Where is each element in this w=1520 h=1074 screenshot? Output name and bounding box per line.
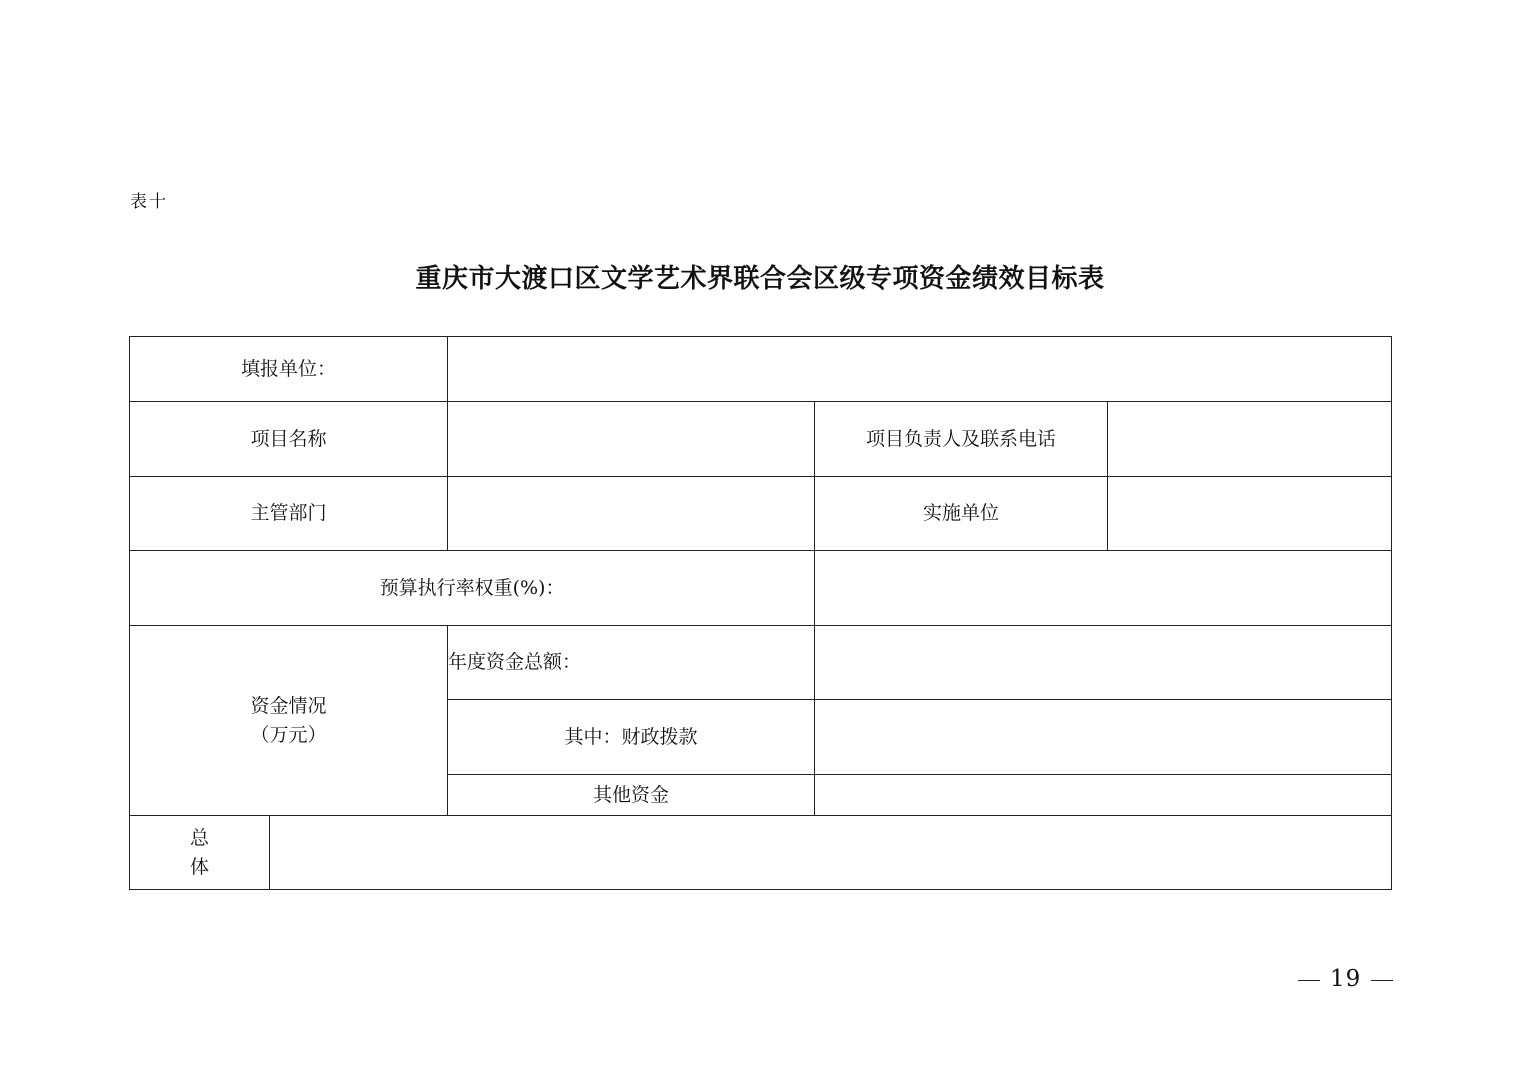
- row-project-name: [130, 402, 1392, 477]
- page-number-value: 19: [1330, 966, 1362, 992]
- project-name-field[interactable]: [448, 402, 815, 477]
- funding-label-line2: （万元）: [250, 723, 327, 746]
- project-owner-field[interactable]: [1108, 402, 1392, 477]
- budget-weight-label: 预算执行率权重(%)：: [130, 551, 815, 626]
- annual-total-field[interactable]: [815, 626, 1392, 700]
- overall-label: [130, 816, 270, 890]
- page-number-dash-right: [1371, 980, 1393, 981]
- document-title: 重庆市大渡口区文学艺术界联合会区级专项资金绩效目标表: [415, 264, 1105, 294]
- table-label: 表十: [130, 192, 168, 212]
- implementing-unit-field[interactable]: [1108, 477, 1392, 551]
- competent-dept-label: 主管部门: [130, 477, 448, 551]
- funding-label-stack: [251, 692, 327, 750]
- overall-label-line1: 总: [189, 826, 209, 849]
- other-funds-field[interactable]: [815, 775, 1392, 816]
- page-number-dash-left: [1298, 980, 1320, 981]
- reporting-unit-field[interactable]: [448, 337, 1392, 402]
- row-budget-weight: [130, 551, 1392, 626]
- page-number: [1288, 966, 1403, 992]
- fiscal-allocation-label: 其中：财政拨款: [448, 700, 815, 775]
- annual-total-label: 年度资金总额：: [448, 626, 815, 700]
- competent-dept-field[interactable]: [448, 477, 815, 551]
- other-funds-label: 其他资金: [448, 775, 815, 816]
- project-name-label: 项目名称: [130, 402, 448, 477]
- performance-target-table: [129, 336, 1392, 890]
- budget-weight-field[interactable]: [815, 551, 1392, 626]
- row-competent-dept: [130, 477, 1392, 551]
- project-owner-label: 项目负责人及联系电话: [815, 402, 1108, 477]
- fiscal-allocation-field[interactable]: [815, 700, 1392, 775]
- row-annual-total: [130, 626, 1392, 700]
- implementing-unit-label: 实施单位: [815, 477, 1108, 551]
- overall-label-line2: 体: [189, 855, 209, 878]
- reporting-unit-label: 填报单位：: [130, 337, 448, 402]
- overall-field[interactable]: [270, 816, 1392, 890]
- funding-label: [130, 626, 448, 816]
- row-overall: [130, 816, 1392, 890]
- row-reporting-unit: [130, 337, 1392, 402]
- overall-label-stack: [190, 824, 209, 882]
- funding-label-line1: 资金情况: [250, 694, 327, 717]
